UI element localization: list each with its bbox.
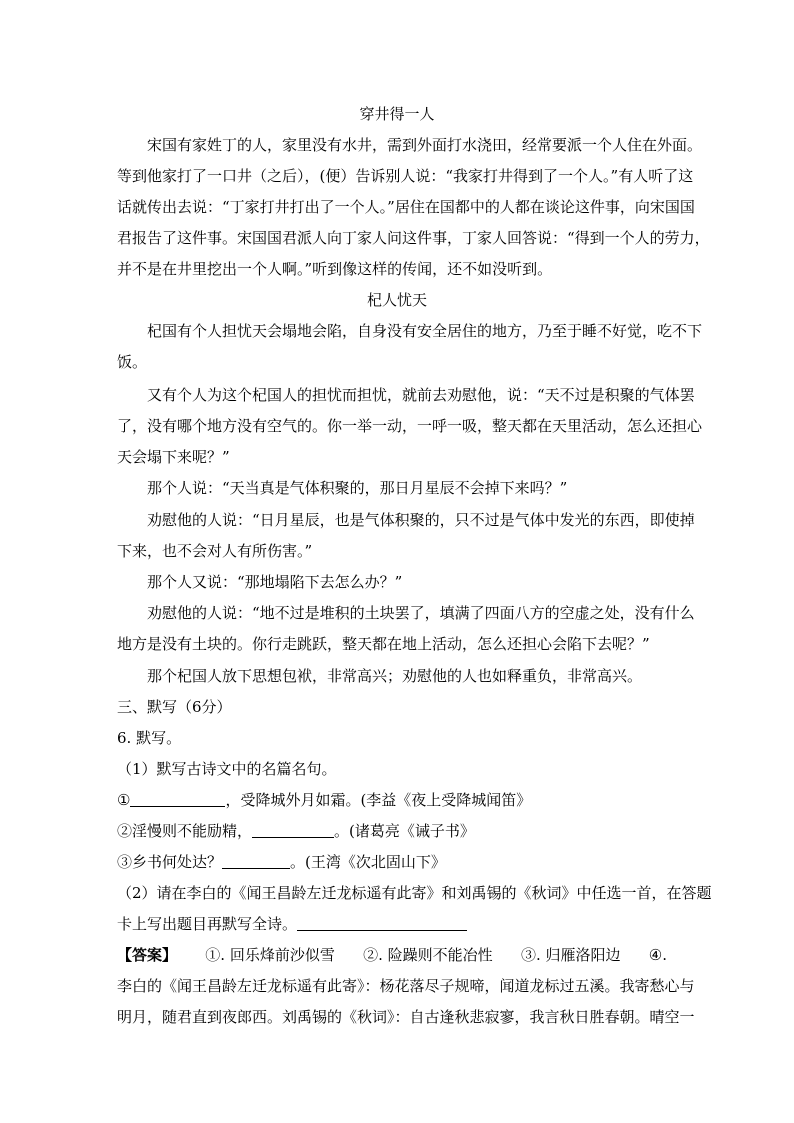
subquestion-1: （1）默写古诗文中的名篇名句。 bbox=[117, 760, 337, 778]
story2-line: 那个杞国人放下思想包袱，非常高兴；劝慰他的人也如释重负，非常高兴。 bbox=[147, 667, 643, 685]
story1-title: 穿井得一人 bbox=[359, 105, 435, 123]
subquestion-2-text: 卡上写出题目再默写全诗。 bbox=[117, 915, 298, 933]
story2-line: 天会塌下来呢？” bbox=[117, 448, 230, 466]
story2-line: 地方是没有土块的。你行走跳跃，整天都在地上活动，怎么还担心会陷下去呢？” bbox=[117, 635, 650, 653]
story2-line: 下来，也不会对人有所伤害。” bbox=[117, 542, 313, 560]
answer-1: ①. 回乐烽前沙似雪 bbox=[205, 946, 335, 964]
story2-line: 劝慰他的人说：“日月星辰，也是气体积聚的，只不过是气体中发光的东西，即使掉 bbox=[147, 511, 695, 529]
story1-line: 宋国有家姓丁的人，家里没有水井，需到外面打水浇田，经常要派一个人住在外面。 bbox=[147, 136, 703, 154]
answer-3: ③. 归雁洛阳边 bbox=[520, 946, 621, 964]
item-text: 。(诸葛亮《诫子书》 bbox=[334, 822, 475, 840]
item-prefix: ②淫慢则不能励精， bbox=[117, 822, 253, 840]
story2-line: 饭。 bbox=[117, 353, 148, 371]
answer-blank[interactable] bbox=[130, 792, 225, 807]
answer-2: ②. 险躁则不能冶性 bbox=[363, 946, 493, 964]
story1-line: 君报告了这件事。宋国国君派人向丁家人问这件事，丁家人回答说：“得到一个人的劳力， bbox=[117, 229, 710, 247]
item-prefix: ③乡书何处达？ bbox=[117, 853, 223, 871]
answer-blank[interactable] bbox=[222, 854, 290, 869]
story1-line: 等到他家打了一口井（之后），(便）告诉别人说：“我家打井得到了一个人。”有人听了这 bbox=[117, 167, 694, 185]
story2-line: 那个人说：“天当真是气体积聚的，那日月星辰不会掉下来吗？” bbox=[147, 479, 568, 497]
answer-4: ④. bbox=[648, 946, 667, 964]
dictation-item-1 bbox=[117, 790, 531, 810]
dictation-item-2 bbox=[117, 821, 475, 841]
answer-line: 明月，随君直到夜郎西。刘禹锡的《秋词》：自古逢秋悲寂寥，我言秋日胜春朝。晴空一 bbox=[117, 1008, 695, 1026]
story2-line: 劝慰他的人说：“地不过是堆积的土块罢了，填满了四面八方的空虚之处，没有什么 bbox=[147, 604, 695, 622]
answer-blank[interactable] bbox=[297, 916, 467, 931]
answer-label: 【答案】 bbox=[117, 946, 178, 964]
item-number: ① bbox=[117, 791, 131, 809]
question-number: 6. 默写。 bbox=[117, 729, 182, 747]
story1-line: 话就传出去说：“丁家打井打出了一个人。”居住在国都中的人都在谈论这件事，向宋国国 bbox=[117, 198, 695, 216]
story2-line: 杞国有个人担忧天会塌地会陷，自身没有安全居住的地方，乃至于睡不好觉，吃不下 bbox=[147, 322, 703, 340]
story2-line: 又有个人为这个杞国人的担忧而担忧，就前去劝慰他，说：“天不过是积聚的气体罢 bbox=[147, 386, 695, 404]
item-text: 。(王湾《次北固山下》 bbox=[290, 853, 446, 871]
story2-line: 了，没有哪个地方没有空气的。你一举一动，一呼一吸，整天都在天里活动，怎么还担心 bbox=[117, 417, 703, 435]
answer-row bbox=[117, 945, 667, 965]
answer-line: 李白的《闻王昌龄左迁龙标遥有此寄》：杨花落尽子规啼，闻道龙标过五溪。我寄愁心与 bbox=[117, 977, 695, 995]
item-text: ，受降城外月如霜。(李益《夜上受降城闻笛》 bbox=[225, 791, 532, 809]
subquestion-2-line: （2）请在李白的《闻王昌龄左迁龙标遥有此寄》和刘禹锡的《秋词》中任选一首，在答题 bbox=[117, 884, 712, 902]
dictation-item-3 bbox=[117, 852, 446, 872]
section-heading: 三、默写（6分） bbox=[117, 698, 232, 716]
answer-blank[interactable] bbox=[252, 823, 334, 838]
story1-line: 并不是在井里挖出一个人啊。”听到像这样的传闻，还不如没听到。 bbox=[117, 260, 553, 278]
subquestion-2-line bbox=[117, 914, 467, 934]
story2-title: 杞人忧天 bbox=[366, 291, 427, 309]
story2-line: 那个人又说：“那地塌陷下去怎么办？” bbox=[147, 573, 403, 591]
